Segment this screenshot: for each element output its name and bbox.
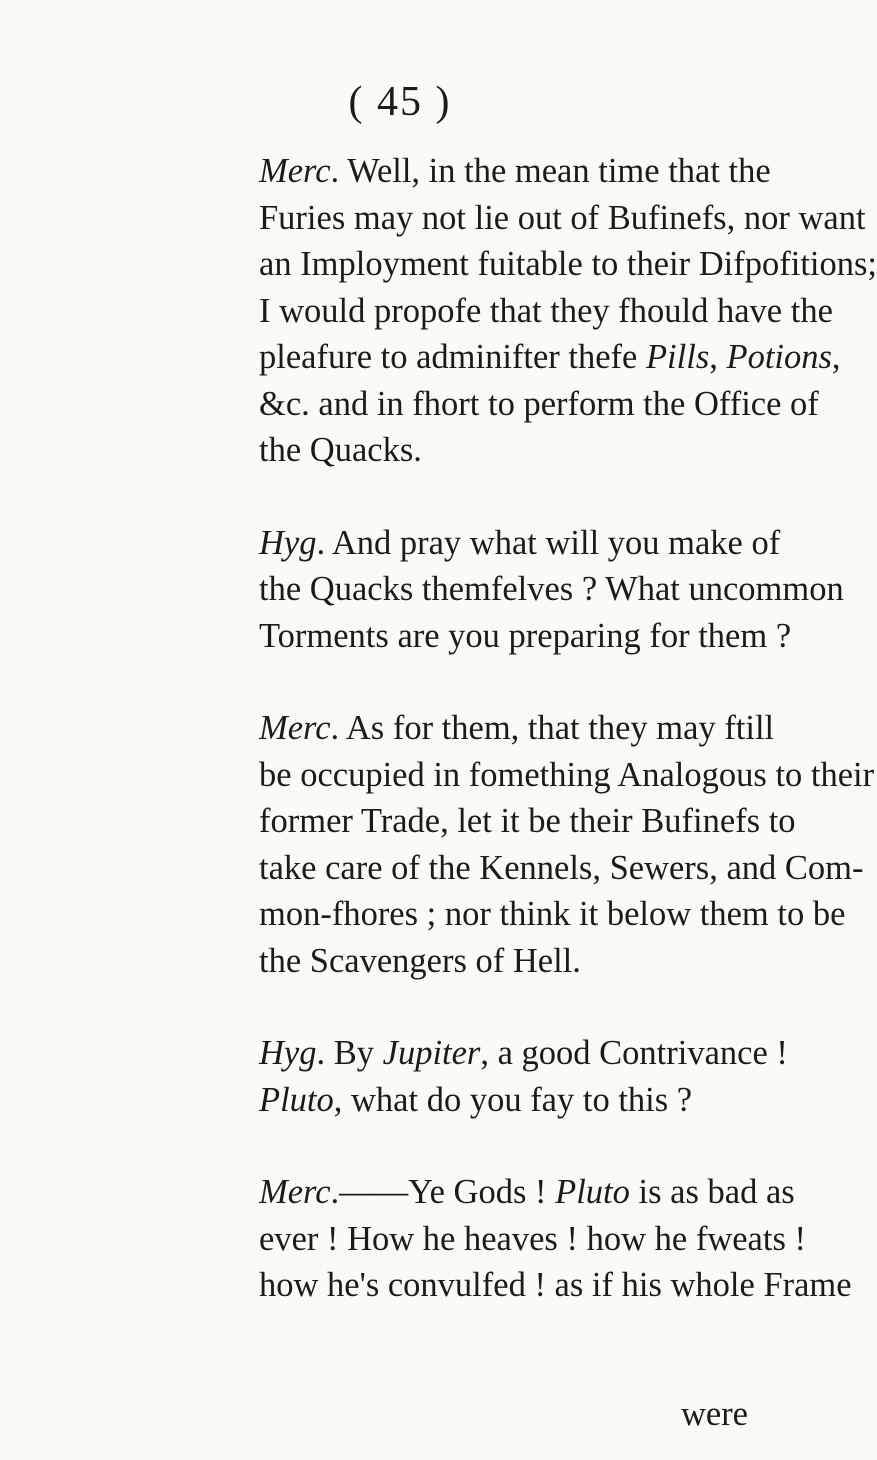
text-run: , what do you fay to this ? [333, 1080, 693, 1119]
italic-text: Merc [259, 709, 331, 747]
italic-text: Pluto [555, 1173, 630, 1211]
text-line [205, 1169, 795, 1216]
text-run: ever ! How he heaves ! how he fweats ! [259, 1219, 806, 1258]
text-run: is as bad as [629, 1173, 795, 1211]
text-run: . Well, in the mean time that the [330, 152, 771, 190]
text-run: . And pray what will you make of [316, 523, 781, 562]
italic-text: Hyg [259, 1034, 317, 1072]
italic-text: Merc [259, 152, 331, 190]
paragraph [205, 148, 877, 474]
paragraph [205, 1169, 852, 1309]
text-line [205, 288, 833, 335]
italic-text: Potions [726, 338, 832, 376]
paragraph [205, 520, 844, 660]
text-run: . As for them, that they may ftill [330, 709, 775, 747]
text-run: the Quacks themfelves ? What uncommon [259, 570, 844, 608]
text-line [205, 195, 866, 242]
text-line [205, 1216, 806, 1263]
text-line [205, 705, 775, 752]
italic-text: Jupiter [382, 1034, 481, 1072]
text-run: how he's convulfed ! as if his whole Frame [259, 1266, 852, 1304]
text-run: former Trade, let it be their Bufinefs to [259, 802, 796, 840]
text-run: an Imployment fuitable to their Difpofitions; [259, 245, 877, 283]
text-line [205, 241, 877, 288]
text-line [205, 381, 819, 428]
text-line [205, 613, 792, 660]
italic-text: Pluto [259, 1080, 334, 1119]
text-line [205, 427, 750, 474]
page-number: ( 45 ) [348, 79, 452, 125]
text-run: .——Ye Gods ! [330, 1173, 556, 1211]
paragraph [205, 1030, 788, 1123]
text-line [205, 334, 841, 381]
text-run: , [831, 338, 841, 376]
text-line [205, 566, 844, 613]
text-run: I would propofe that they fhould have the [259, 291, 833, 330]
italic-text: Hyg [259, 523, 317, 562]
text-line [205, 798, 796, 845]
text-line [205, 938, 750, 985]
text-run: take care of the Kennels, Sewers, and Com- [259, 848, 864, 887]
text-run: . By [316, 1034, 383, 1072]
text-run: , a good Contrivance ! [480, 1034, 788, 1072]
text-line [205, 1030, 788, 1077]
text-run: &c. and in fhort to perform the Office of [259, 384, 819, 423]
catchword: were [680, 1395, 748, 1433]
text-run: , [709, 338, 727, 376]
text-line [205, 1262, 852, 1309]
text-run: be occupied in fomething Analogous to their [259, 755, 875, 794]
text-run: pleafure to adminifter thefe [259, 338, 646, 376]
italic-text: Merc [259, 1173, 331, 1211]
text-line [205, 1077, 750, 1124]
text-line [205, 148, 771, 195]
text-run: the Scavengers of Hell. [259, 941, 581, 980]
italic-text: Pills [645, 338, 710, 376]
text-line [205, 845, 864, 892]
text-line [205, 891, 846, 938]
text-run: Furies may not lie out of Bufinefs, nor want [259, 198, 866, 237]
paragraph [205, 705, 875, 984]
text-run: the Quacks. [259, 431, 422, 469]
body-text [205, 148, 877, 1355]
text-line [205, 520, 781, 567]
text-line [205, 752, 875, 799]
text-run: mon-fhores ; nor think it below them to be [259, 895, 846, 933]
text-run: Torments are you preparing for them ? [259, 616, 792, 655]
